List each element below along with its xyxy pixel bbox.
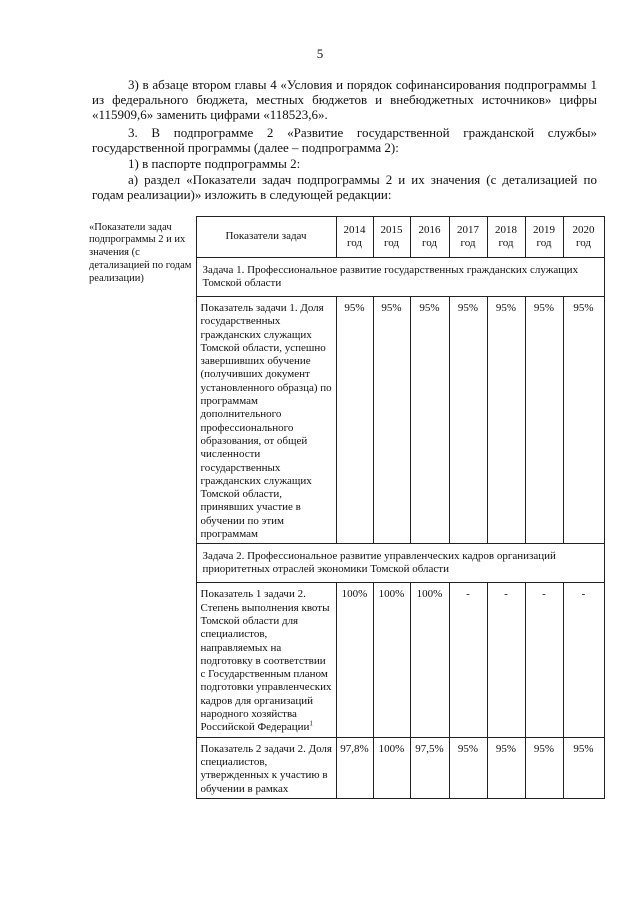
value-cell: - [563,583,604,737]
task-1-row: Задача 1. Профессиональное развитие государственных гражданских служащих Томской области [196,258,604,297]
value-cell: 95% [449,297,487,544]
value-cell: 97,5% [410,737,449,798]
year-label: 2015 [380,223,403,236]
task-2-indicator-2: Показатель 2 задачи 2. Доля специалистов, утвержденных к участию в обучении в рамках [196,737,336,798]
paragraph-passport: 1) в паспорте подпрограммы 2: [128,156,301,171]
header-year [563,217,604,258]
value-cell: 95% [525,297,563,544]
table-side-label: «Показатели задач подпрограммы 2 и их значения (с детализацией по годам реализации) [89,221,192,284]
year-label: 2020 [572,223,595,236]
year-unit: год [460,237,476,249]
header-year [373,217,410,258]
value-cell: 95% [336,297,373,544]
year-label: 2019 [533,223,555,236]
header-year [336,217,373,258]
year-unit: год [383,237,400,249]
value-cell: 95% [563,737,604,798]
year-label: 2017 [457,223,479,236]
year-label: 2016 [418,223,441,236]
paragraph-subprogram-2: 3. В подпрограмме 2 «Развитие государственной гражданской службы» государственной программы (далее – подпрограмма 2): [92,125,597,156]
header-indicators: Показатели задач [196,217,336,258]
year-unit: год [575,237,592,249]
value-cell: 95% [410,297,449,544]
indicators-table [85,216,605,799]
value-cell: 100% [336,583,373,737]
page-number: 5 [316,46,324,61]
header-year [410,217,449,258]
value-cell: 97,8% [336,737,373,798]
task-2-indicator-1 [196,583,336,737]
task-2-row: Задача 2. Профессиональное развитие управленческих кадров организаций приоритетных отраслей экономики Томской области [196,544,604,583]
value-cell: 95% [487,737,525,798]
value-cell: 95% [563,297,604,544]
value-cell: - [487,583,525,737]
footnote-mark: 1 [309,719,313,728]
indicator-text: Показатель 1 задачи 2. Степень выполнения квоты Томской области для специалистов, направляемых на подготовку в соответствии с Государственным планом подготовки управленческих кадров для организаций народного хозяйства Российской Федерации [200,588,332,734]
header-year [525,217,563,258]
task-1-indicator: Показатель задачи 1. Доля государственных гражданских служащих Томской области, успешно завершивших обучение (получивших документ установленного образца) по программам дополнительного профессионального образования, от общей численности государственных гражданских служащих Томской области, принявших участие в обучении по этим программам [196,297,336,544]
value-cell: 95% [487,297,525,544]
value-cell: 100% [410,583,449,737]
year-unit: год [536,237,552,249]
value-cell: 100% [373,737,410,798]
value-cell: 95% [449,737,487,798]
header-year [487,217,525,258]
value-cell: - [525,583,563,737]
year-label: 2018 [495,223,517,236]
year-unit: год [498,237,514,249]
value-cell: 100% [373,583,410,737]
value-cell: 95% [525,737,563,798]
paragraph-budget-change: 3) в абзаце втором главы 4 «Условия и порядок софинансирования подпрограммы 1 из федерального бюджета, местных бюджетов и внебюджетных источников» цифры «115909,6» заменить цифрами «118523,6». [92,77,597,123]
year-unit: год [421,237,438,249]
year-label: 2014 [343,223,366,236]
value-cell: 95% [373,297,410,544]
paragraph-section-edit: а) раздел «Показатели задач подпрограммы 2 и их значения (с детализацией по годам реализации)» изложить в следующей редакции: [92,172,597,203]
header-year [449,217,487,258]
value-cell: - [449,583,487,737]
year-unit: год [346,237,363,249]
